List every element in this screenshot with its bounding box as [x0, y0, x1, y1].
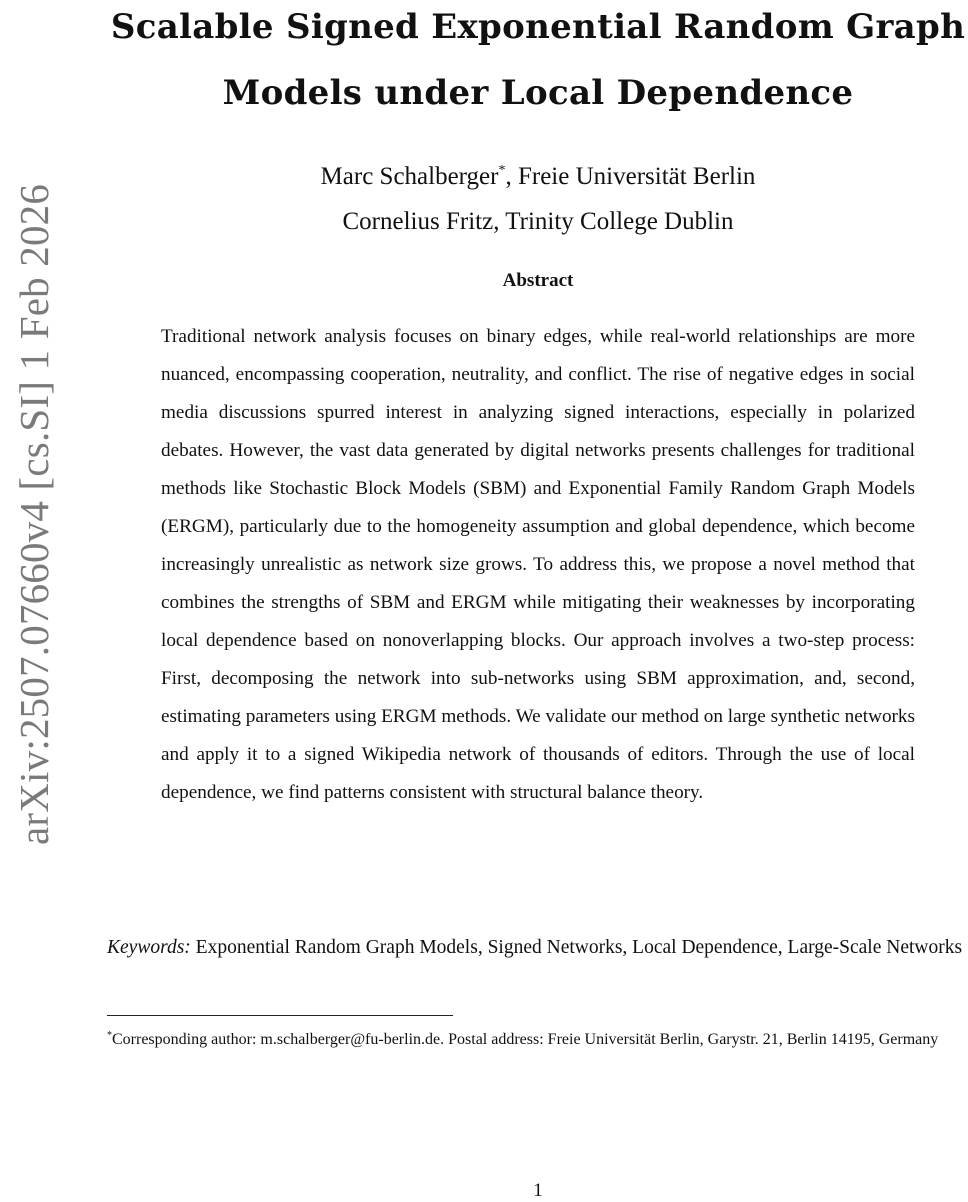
author-affiliation-2: , Trinity College Dublin [493, 208, 734, 235]
footnote-text: Corresponding author: m.schalberger@fu-berlin.de. Postal address: Freie Universität Berlin, Garystr. 21, Berlin 14195, Germany [112, 1031, 939, 1048]
abstract-text: Traditional network analysis focuses on binary edges, while real-world relationships are more nuanced, encompassing cooperation, neutrality, and conflict. The rise of negative edges in social media discussions spurred interest in analyzing signed interactions, especially in polarized debates. However, the vast data generated by digital networks presents challenges for traditional methods like Stochastic Block Models (SBM) and Exponential Family Random Graph Models (ERGM), particularly due to the homogeneity assumption and global dependence, which become increasingly unrealistic as network size grows. To address this, we propose a novel method that combines the strengths of SBM and ERGM while mitigating their weaknesses by incorporating local dependence based on nonoverlapping blocks. Our approach involves a two-step process: First, decomposing the network into sub-networks using SBM approximation, and, second, estimating parameters using ERGM methods. We validate our method on large synthetic networks and apply it to a signed Wikipedia network of thousands of editors. Through the use of local dependence, we find patterns consistent with structural balance theory. [161, 326, 915, 803]
abstract-heading: Abstract [502, 270, 574, 291]
keywords-text: Exponential Random Graph Models, Signed Networks, Local Dependence, Large-Scale Networks [195, 937, 963, 958]
footnote-divider [107, 1015, 453, 1016]
keywords-line [107, 922, 967, 974]
footnote-marker: * [107, 1030, 112, 1041]
page-number: 1 [533, 1180, 543, 1201]
keywords-label: Keywords: [107, 937, 191, 958]
author-name-1: Marc Schalberger [320, 163, 499, 190]
author-line-2 [108, 207, 968, 237]
paper-title: Scalable Signed Exponential Random Graph Models under Local Dependence [110, 7, 966, 113]
arxiv-identifier-stamp: arXiv:2507.07660v4 [cs.SI] 1 Feb 2026 [11, 183, 57, 845]
author-affiliation-1: , Freie Universität Berlin [505, 163, 756, 190]
author-name-2: Cornelius Fritz [342, 208, 494, 235]
author-footnote-marker: * [498, 163, 506, 178]
author-line-1 [108, 156, 968, 192]
corresponding-author-footnote [107, 1020, 967, 1056]
